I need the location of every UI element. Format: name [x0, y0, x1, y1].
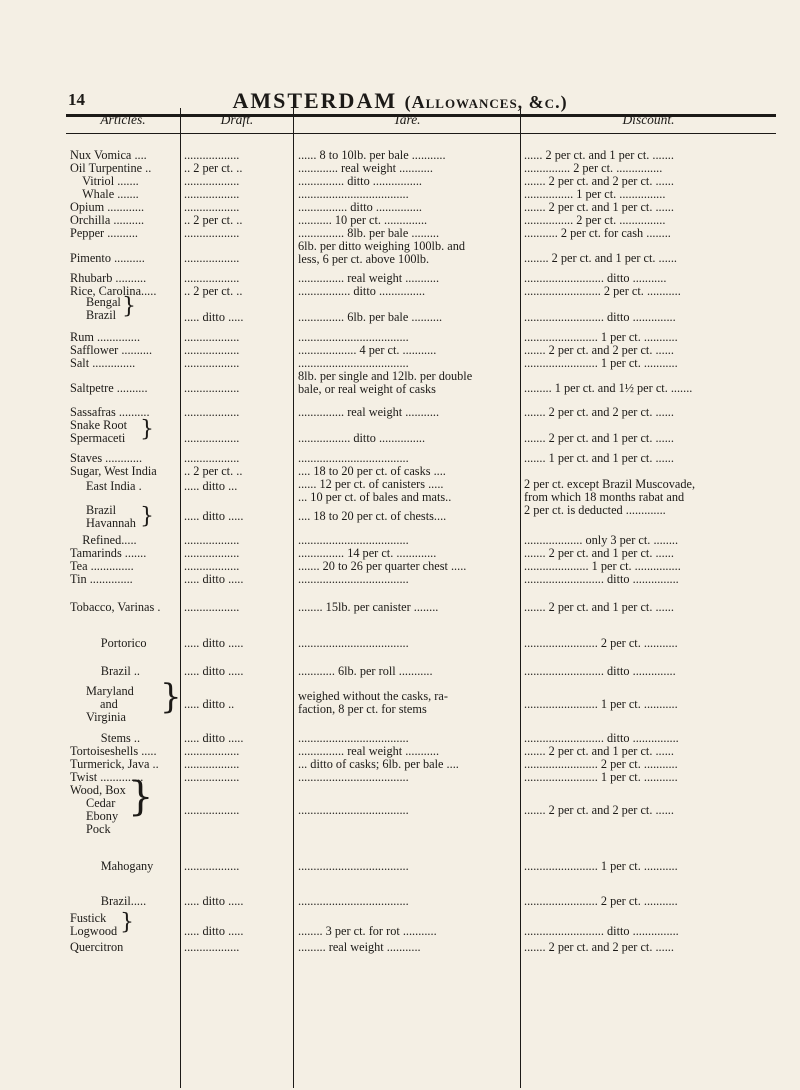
tare-cell: ...... 8 to 10lb. per bale ...........	[298, 149, 446, 162]
tare-cell: ............. real weight ...........	[298, 162, 433, 175]
running-header	[0, 88, 800, 113]
draft-cell: ..................	[184, 804, 240, 817]
tare-cell: faction, 8 per ct. for stems	[298, 703, 427, 716]
draft-cell: ..................	[184, 344, 240, 357]
tare-cell: ................ ditto ...............	[298, 201, 422, 214]
article-label: Cedar	[86, 796, 116, 810]
tare-cell: ................. ditto ...............	[298, 285, 426, 298]
draft-cell: ..................	[184, 560, 240, 573]
page-title	[0, 88, 800, 114]
draft-cell: ..................	[184, 452, 240, 465]
discount-cell: from which 18 months rabat and	[524, 491, 685, 504]
article-cell: Whale .......	[70, 188, 139, 201]
column-divider	[520, 108, 521, 1088]
tare-cell: ............... 14 per ct. .............	[298, 547, 437, 560]
tare-cell: ................... 4 per ct. ...........	[298, 344, 437, 357]
tare-cell: ....................................	[298, 804, 409, 817]
discount-cell: .......................... ditto ...............	[524, 573, 679, 586]
discount-cell: ......... 1 per ct. and 1½ per ct. .......	[524, 382, 693, 395]
tare-cell: ............... 6lb. per bale ..........	[298, 311, 443, 324]
article-cell: Brazil ..	[70, 665, 141, 678]
article-cell: Refined.....	[70, 534, 137, 547]
discount-cell: ....... 2 per ct. and 2 per ct. ......	[524, 406, 674, 419]
tare-cell: ....................................	[298, 860, 409, 873]
article-label: Logwood	[70, 924, 118, 938]
draft-cell: ..................	[184, 432, 240, 445]
draft-cell: ..................	[184, 860, 240, 873]
discount-cell: ........................ 1 per ct. ...........	[524, 771, 678, 784]
draft-cell: ..................	[184, 201, 240, 214]
tare-cell: ... 10 per ct. of bales and mats..	[298, 491, 452, 504]
discount-cell: ....... 2 per ct. and 1 per ct. ......	[524, 547, 674, 560]
discount-cell: ........................ 1 per ct. ...........	[524, 357, 678, 370]
discount-cell: ........ 2 per ct. and 1 per ct. ......	[524, 252, 677, 265]
tare-cell: 6lb. per ditto weighing 100lb. and	[298, 240, 466, 253]
draft-cell: ..................	[184, 771, 240, 784]
tare-cell: ................. ditto ...............	[298, 432, 426, 445]
discount-cell: ...... 2 per ct. and 1 per ct. .......	[524, 149, 674, 162]
article-cell: Tamarinds .......	[70, 547, 147, 560]
column-divider	[293, 108, 294, 1088]
tare-cell: 8lb. per single and 12lb. per double	[298, 370, 473, 383]
tare-cell: .... 18 to 20 per ct. of casks ....	[298, 465, 446, 478]
draft-cell: ..................	[184, 227, 240, 240]
article-cell: Vitriol .......	[70, 175, 139, 188]
draft-cell: ..................	[184, 745, 240, 758]
article-cell: Tortoiseshells .....	[70, 745, 157, 758]
brace: }	[160, 677, 182, 717]
article-group	[70, 479, 142, 532]
article-label: and	[100, 697, 118, 711]
draft-cell: ..... ditto ..	[184, 698, 235, 711]
discount-cell: ........................ 1 per ct. ...........	[524, 331, 678, 344]
tare-cell: ............... 8lb. per bale .........	[298, 227, 440, 240]
article-cell: Tin ..............	[70, 573, 133, 586]
tare-cell: ....................................	[298, 452, 409, 465]
title-subtitle: (Allowances, &c.)	[404, 92, 568, 112]
article-cell: Portorico	[70, 637, 147, 650]
tare-cell: ............... real weight ...........	[298, 406, 440, 419]
article-cell: Twist ..............	[70, 771, 144, 784]
tare-cell: ....................................	[298, 331, 409, 344]
discount-cell: ....... 2 per ct. and 1 per ct. ......	[524, 601, 674, 614]
brace: }	[140, 504, 154, 529]
page-number: 14	[68, 90, 85, 109]
draft-cell: ..................	[184, 601, 240, 614]
discount-cell: ............... 2 per ct. ...............	[524, 162, 663, 175]
tare-cell: ... ditto of casks; 6lb. per bale ....	[298, 758, 459, 771]
discount-cell: ......................... 2 per ct. ...........	[524, 285, 681, 298]
article-cell: Nux Vomica ....	[70, 149, 147, 162]
draft-cell: ..................	[184, 758, 240, 771]
discount-cell: .......................... ditto ...............	[524, 925, 679, 938]
discount-cell: ........... 2 per ct. for cash ........	[524, 227, 671, 240]
discount-cell: ....... 2 per ct. and 1 per ct. ......	[524, 432, 674, 445]
draft-cell: ..................	[184, 406, 240, 419]
tare-cell: ....................................	[298, 637, 409, 650]
article-cell: Safflower ..........	[70, 344, 153, 357]
discount-cell: ....... 2 per ct. and 2 per ct. ......	[524, 344, 674, 357]
article-cell: Sassafras ..........	[70, 406, 150, 419]
article-label: Virginia	[86, 710, 127, 724]
draft-cell: .. 2 per ct. ..	[184, 285, 243, 298]
draft-cell: ..... ditto .....	[184, 665, 244, 678]
tare-cell: ............ 6lb. per roll ...........	[298, 665, 433, 678]
tare-cell: ......... real weight ...........	[298, 941, 421, 954]
article-label: Brazil	[86, 503, 117, 517]
tare-cell: ........ 3 per ct. for rot ...........	[298, 925, 437, 938]
draft-cell: ..................	[184, 941, 240, 954]
column-header-articles: Articles.	[100, 112, 146, 127]
draft-cell: ..... ditto .....	[184, 637, 244, 650]
article-cell: Pepper ..........	[70, 227, 138, 240]
tare-cell: weighed without the casks, ra-	[298, 690, 448, 703]
article-group	[70, 684, 134, 737]
draft-cell: ..... ditto ...	[184, 480, 238, 493]
article-label: Havannah	[86, 516, 136, 530]
draft-cell: ..................	[184, 252, 240, 265]
brace: }	[128, 774, 154, 820]
brace: }	[140, 417, 154, 442]
tare-cell: ....................................	[298, 732, 409, 745]
article-label: East India .	[86, 479, 142, 493]
article-cell: Saltpetre ..........	[70, 382, 148, 395]
discount-cell: .......................... ditto ..............	[524, 665, 676, 678]
discount-cell: ........................ 2 per ct. ...........	[524, 895, 678, 908]
draft-cell: ..................	[184, 331, 240, 344]
article-cell: Rice, Carolina.....	[70, 285, 157, 298]
article-cell: Tobacco, Varinas .	[70, 601, 161, 614]
column-header-rule	[66, 133, 776, 134]
article-cell: Pimento ..........	[70, 252, 145, 265]
column-header-draft: Draft.	[220, 112, 254, 127]
discount-cell: 2 per ct. except Brazil Muscovade,	[524, 478, 696, 491]
tare-cell: ....................................	[298, 188, 409, 201]
article-cell: Salt ..............	[70, 357, 136, 370]
article-cell: Opium ............	[70, 201, 145, 214]
discount-cell: ....... 2 per ct. and 1 per ct. ......	[524, 201, 674, 214]
discount-cell: ....... 2 per ct. and 2 per ct. ......	[524, 804, 674, 817]
tare-cell: ....................................	[298, 534, 409, 547]
draft-cell: ..... ditto .....	[184, 573, 244, 586]
discount-cell: ....... 2 per ct. and 2 per ct. ......	[524, 175, 674, 188]
article-cell: Brazil.....	[70, 895, 147, 908]
draft-cell: ..................	[184, 175, 240, 188]
tare-cell: ....................................	[298, 357, 409, 370]
draft-cell: ..... ditto .....	[184, 925, 244, 938]
article-cell: Mahogany	[70, 860, 154, 873]
article-cell: Orchilla ..........	[70, 214, 145, 227]
draft-cell: ..... ditto .....	[184, 311, 244, 324]
article-cell: Rhubarb ..........	[70, 272, 147, 285]
discount-cell: ........................ 2 per ct. ...........	[524, 637, 678, 650]
tare-cell: ....................................	[298, 573, 409, 586]
article-label: Bengal	[86, 295, 121, 309]
draft-cell: ..................	[184, 357, 240, 370]
draft-cell: ..................	[184, 272, 240, 285]
article-label: Ebony	[86, 809, 119, 823]
draft-cell: ..... ditto .....	[184, 895, 244, 908]
draft-cell: ..................	[184, 382, 240, 395]
article-label: Snake Root	[70, 418, 128, 432]
tare-cell: ....... 20 to 26 per quarter chest .....	[298, 560, 467, 573]
discount-cell: ........................ 2 per ct. ...........	[524, 758, 678, 771]
draft-cell: ..................	[184, 534, 240, 547]
tare-cell: ........... 10 per ct. ..............	[298, 214, 428, 227]
draft-cell: ..................	[184, 547, 240, 560]
discount-cell: .......................... ditto ...........	[524, 272, 667, 285]
tare-cell: less, 6 per ct. above 100lb.	[298, 253, 430, 266]
article-label: Wood, Box	[70, 783, 126, 797]
article-label: Maryland	[86, 684, 134, 698]
discount-cell: .......................... ditto ..............	[524, 311, 676, 324]
draft-cell: ..... ditto .....	[184, 732, 244, 745]
discount-cell: ....... 2 per ct. and 2 per ct. ......	[524, 941, 674, 954]
discount-cell: ................ 2 per ct. ...............	[524, 214, 666, 227]
article-cell: Oil Turpentine ..	[70, 162, 152, 175]
discount-cell: ....... 1 per ct. and 1 per ct. ......	[524, 452, 674, 465]
article-cell: Staves ............	[70, 452, 143, 465]
article-label: Spermaceti	[70, 431, 126, 445]
article-cell: Sugar, West India	[70, 465, 157, 478]
article-cell: Quercitron	[70, 941, 124, 954]
article-group	[70, 783, 126, 849]
title-text: AMSTERDAM	[232, 88, 398, 113]
brace: }	[120, 910, 134, 935]
article-cell: Tea ..............	[70, 560, 134, 573]
tare-cell: ............... real weight ...........	[298, 272, 440, 285]
article-label: Pock	[86, 822, 111, 836]
discount-cell: ........................ 1 per ct. ...........	[524, 860, 678, 873]
discount-cell: ........................ 1 per ct. ...........	[524, 698, 678, 711]
tare-cell: ............... real weight ...........	[298, 745, 440, 758]
article-cell: Stems ..	[70, 732, 141, 745]
draft-cell: ..................	[184, 149, 240, 162]
article-label: Brazil	[86, 308, 117, 322]
discount-cell: .......................... ditto ...............	[524, 732, 679, 745]
tare-cell: ....................................	[298, 771, 409, 784]
tare-cell: ...... 12 per ct. of canisters .....	[298, 478, 444, 491]
draft-cell: .. 2 per ct. ..	[184, 214, 243, 227]
article-cell: Turmerick, Java ..	[70, 758, 159, 771]
discount-cell: ................... only 3 per ct. ........	[524, 534, 679, 547]
tare-cell: ....................................	[298, 895, 409, 908]
draft-cell: .. 2 per ct. ..	[184, 162, 243, 175]
draft-cell: ..................	[184, 188, 240, 201]
tare-cell: ........ 15lb. per canister ........	[298, 601, 439, 614]
discount-cell: 2 per ct. is deducted .............	[524, 504, 666, 517]
column-divider	[180, 108, 181, 1088]
draft-cell: .. 2 per ct. ..	[184, 465, 243, 478]
discount-cell: ....... 2 per ct. and 1 per ct. ......	[524, 745, 674, 758]
discount-cell: ................ 1 per ct. ...............	[524, 188, 666, 201]
article-label: Fustick	[70, 911, 107, 925]
tare-cell: .... 18 to 20 per ct. of chests....	[298, 510, 447, 523]
column-header-tare: Tare.	[393, 112, 421, 127]
tare-cell: ............... ditto ................	[298, 175, 422, 188]
brace: }	[122, 294, 136, 319]
article-cell: Rum ..............	[70, 331, 141, 344]
draft-cell: ..... ditto .....	[184, 510, 244, 523]
column-header-discount: Discount.	[622, 112, 675, 127]
discount-cell: ..................... 1 per ct. ...............	[524, 560, 681, 573]
tare-cell: bale, or real weight of casks	[298, 383, 436, 396]
